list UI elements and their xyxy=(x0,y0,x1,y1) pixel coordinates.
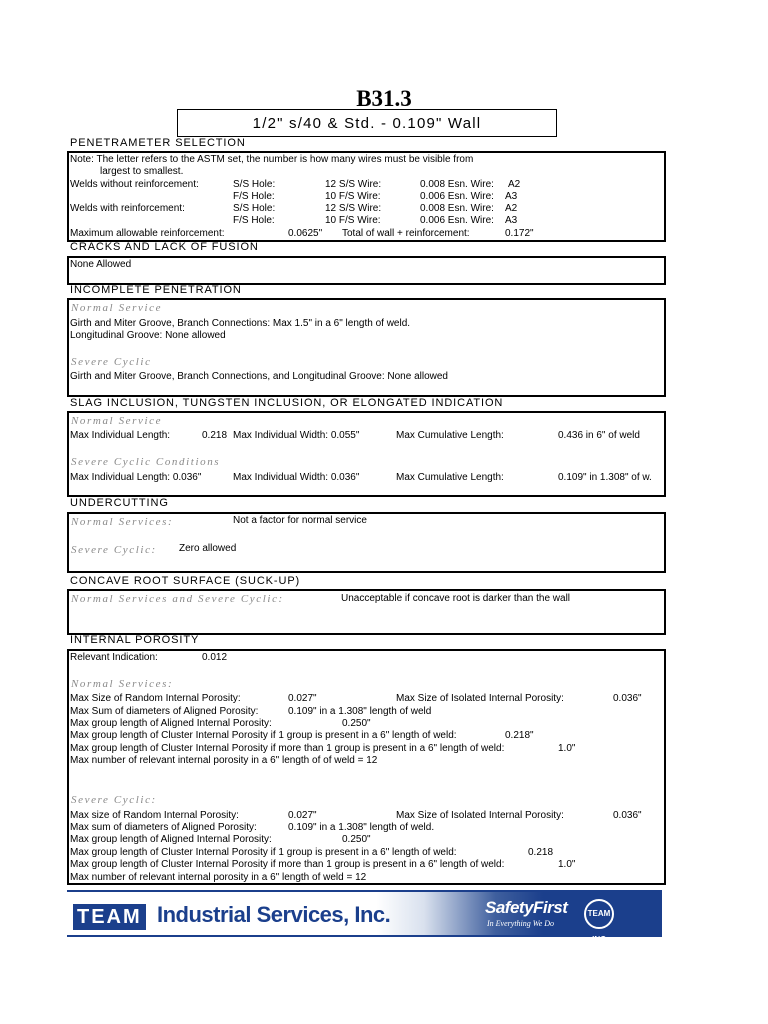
porosity-box xyxy=(67,649,666,885)
n-number: Max number of relevant internal porosity in a 6" length of of weld = 12 xyxy=(70,755,378,766)
cracks-text: None Allowed xyxy=(70,259,132,270)
slag-severe-length: Max Individual Length: 0.036" xyxy=(70,472,202,483)
pen-row-label: Welds with reinforcement: xyxy=(70,203,185,214)
company-name: Industrial Services, Inc. xyxy=(157,902,391,927)
severe-cyclic-label: Severe Cyclic xyxy=(71,356,152,368)
pen-row-esn: 0.008 Esn. Wire: xyxy=(420,203,494,214)
n-sum-value: 0.109" in a 1.308" length of weld xyxy=(288,706,432,717)
document-title: B31.3 xyxy=(356,86,412,111)
s-clusterN-value: 1.0" xyxy=(558,859,576,870)
pen-row-label: Welds without reinforcement: xyxy=(70,179,199,190)
total-wall-value: 0.172" xyxy=(505,228,534,239)
penetrameter-box xyxy=(67,151,666,242)
n-sum-label: Max Sum of diameters of Aligned Porosity: xyxy=(70,706,259,717)
pen-row-set: A3 xyxy=(505,191,518,202)
slag-box xyxy=(67,411,666,497)
undercutting-normal-text: Not a factor for normal service xyxy=(233,515,367,526)
slag-normal-length-value: 0.218 xyxy=(202,430,228,441)
n-cluster1-label: Max group length of Cluster Internal Porosity if 1 group is present in a 6" length of weld: xyxy=(70,730,457,741)
s-group-label: Max group length of Aligned Internal Porosity: xyxy=(70,834,272,845)
normal-service-label: Normal Service xyxy=(71,302,163,314)
pen-row-hole: S/S Hole: xyxy=(233,179,276,190)
s-sum-value: 0.109" in a 1.308" length of weld. xyxy=(288,822,435,833)
s-number: Max number of relevant internal porosity in a 6" length of weld = 12 xyxy=(70,872,367,883)
slag-severe-cumulative-value: 0.109" in 1.308" of w. xyxy=(558,472,652,483)
section-heading-cracks: CRACKS AND LACK OF FUSION xyxy=(70,241,259,253)
s-isolated-label: Max Size of Isolated Internal Porosity: xyxy=(396,810,564,821)
company-banner xyxy=(67,890,662,944)
severe-cyclic-conditions-label: Severe Cyclic Conditions xyxy=(71,456,221,468)
safety-first-subtitle: In Everything We Do xyxy=(487,919,555,928)
s-clusterN-label: Max group length of Cluster Internal Porosity if more than 1 group is present in a 6" length of weld: xyxy=(70,859,505,870)
n-group-value: 0.250" xyxy=(342,718,371,729)
s-group-value: 0.250" xyxy=(342,834,371,845)
pen-row-esn: 0.006 Esn. Wire: xyxy=(420,191,494,202)
incomplete-normal-line-2: Longitudinal Groove: None allowed xyxy=(70,330,226,341)
pen-row-esn: 0.008 Esn. Wire: xyxy=(420,179,494,190)
pen-row-set: A2 xyxy=(508,179,521,190)
n-isolated-value: 0.036" xyxy=(613,693,642,704)
n-group-label: Max group length of Aligned Internal Porosity: xyxy=(70,718,272,729)
relevant-indication-value: 0.012 xyxy=(202,652,228,663)
pen-row-wire: 10 F/S Wire: xyxy=(325,215,381,226)
severe-cyclic-label: Severe Cyclic: xyxy=(71,794,157,806)
n-random-value: 0.027" xyxy=(288,693,317,704)
note-line-1: Note: The letter refers to the ASTM set, the number is how many wires must be visible from xyxy=(70,154,474,165)
s-isolated-value: 0.036" xyxy=(613,810,642,821)
s-sum-label: Max sum of diameters of Aligned Porosity: xyxy=(70,822,257,833)
section-heading-slag: SLAG INCLUSION, TUNGSTEN INCLUSION, OR ELONGATED INDICATION xyxy=(70,397,504,409)
pen-row-set: A2 xyxy=(505,203,518,214)
total-wall-label: Total of wall + reinforcement: xyxy=(342,228,470,239)
slag-severe-width: Max Individual Width: 0.036" xyxy=(233,472,360,483)
note-line-2: largest to smallest. xyxy=(100,166,184,177)
pen-row-esn: 0.006 Esn. Wire: xyxy=(420,215,494,226)
normal-services-label: Normal Services: xyxy=(71,678,174,690)
concave-text: Unacceptable if concave root is darker than the wall xyxy=(341,593,571,604)
n-clusterN-value: 1.0" xyxy=(558,743,576,754)
pen-row-wire: 12 S/S Wire: xyxy=(325,179,382,190)
section-heading-undercutting: UNDERCUTTING xyxy=(70,497,169,509)
incomplete-normal-line-1: Girth and Miter Groove, Branch Connections: Max 1.5" in a 6" length of weld. xyxy=(70,318,411,329)
s-random-label: Max size of Random Internal Porosity: xyxy=(70,810,239,821)
s-cluster1-label: Max group length of Cluster Internal Porosity if 1 group is present in a 6" length of weld: xyxy=(70,847,457,858)
slag-normal-cumulative-label: Max Cumulative Length: xyxy=(396,430,504,441)
n-cluster1-value: 0.218" xyxy=(505,730,534,741)
undercutting-box xyxy=(67,512,666,573)
slag-severe-cumulative-label: Max Cumulative Length: xyxy=(396,472,504,483)
max-reinforcement-label: Maximum allowable reinforcement: xyxy=(70,228,225,239)
normal-and-severe-label: Normal Services and Severe Cyclic: xyxy=(71,593,284,605)
pen-row-set: A3 xyxy=(505,215,518,226)
s-cluster1-value: 0.218 xyxy=(528,847,554,858)
incomplete-severe-line-1: Girth and Miter Groove, Branch Connections, and Longitudinal Groove: None allowed xyxy=(70,371,448,382)
slag-normal-cumulative-value: 0.436 in 6" of weld xyxy=(558,430,640,441)
section-heading-porosity: INTERNAL POROSITY xyxy=(70,634,200,646)
relevant-indication-label: Relevant Indication: xyxy=(70,652,158,663)
normal-service-label: Normal Service xyxy=(71,415,163,427)
normal-services-label: Normal Services: xyxy=(71,516,174,528)
severe-cyclic-label: Severe Cyclic: xyxy=(71,544,157,556)
max-reinforcement-value: 0.0625" xyxy=(288,228,323,239)
safety-first-slogan: SafetyFirst xyxy=(485,898,568,917)
section-heading-concave: CONCAVE ROOT SURFACE (SUCK-UP) xyxy=(70,575,301,587)
slag-normal-length-label: Max Individual Length: xyxy=(70,430,171,441)
pen-row-hole: F/S Hole: xyxy=(233,215,275,226)
n-clusterN-label: Max group length of Cluster Internal Porosity if more than 1 group is present in a 6" length of weld: xyxy=(70,743,505,754)
team-seal-icon: TEAM INC xyxy=(584,899,614,929)
concave-box xyxy=(67,589,666,635)
incomplete-box xyxy=(67,298,666,397)
pen-row-wire: 12 S/S Wire: xyxy=(325,203,382,214)
team-logo-mark: TEAM xyxy=(73,904,146,930)
document-subtitle: 1/2" s/40 & Std. - 0.109" Wall xyxy=(177,109,557,137)
s-random-value: 0.027" xyxy=(288,810,317,821)
section-heading-incomplete: INCOMPLETE PENETRATION xyxy=(70,284,242,296)
slag-normal-width: Max Individual Width: 0.055" xyxy=(233,430,360,441)
pen-row-hole: S/S Hole: xyxy=(233,203,276,214)
pen-row-wire: 10 F/S Wire: xyxy=(325,191,381,202)
undercutting-severe-text: Zero allowed xyxy=(179,543,237,554)
section-heading-penetrameter: PENETRAMETER SELECTION xyxy=(70,137,246,149)
n-isolated-label: Max Size of Isolated Internal Porosity: xyxy=(396,693,564,704)
n-random-label: Max Size of Random Internal Porosity: xyxy=(70,693,241,704)
pen-row-hole: F/S Hole: xyxy=(233,191,275,202)
cracks-box xyxy=(67,256,666,285)
